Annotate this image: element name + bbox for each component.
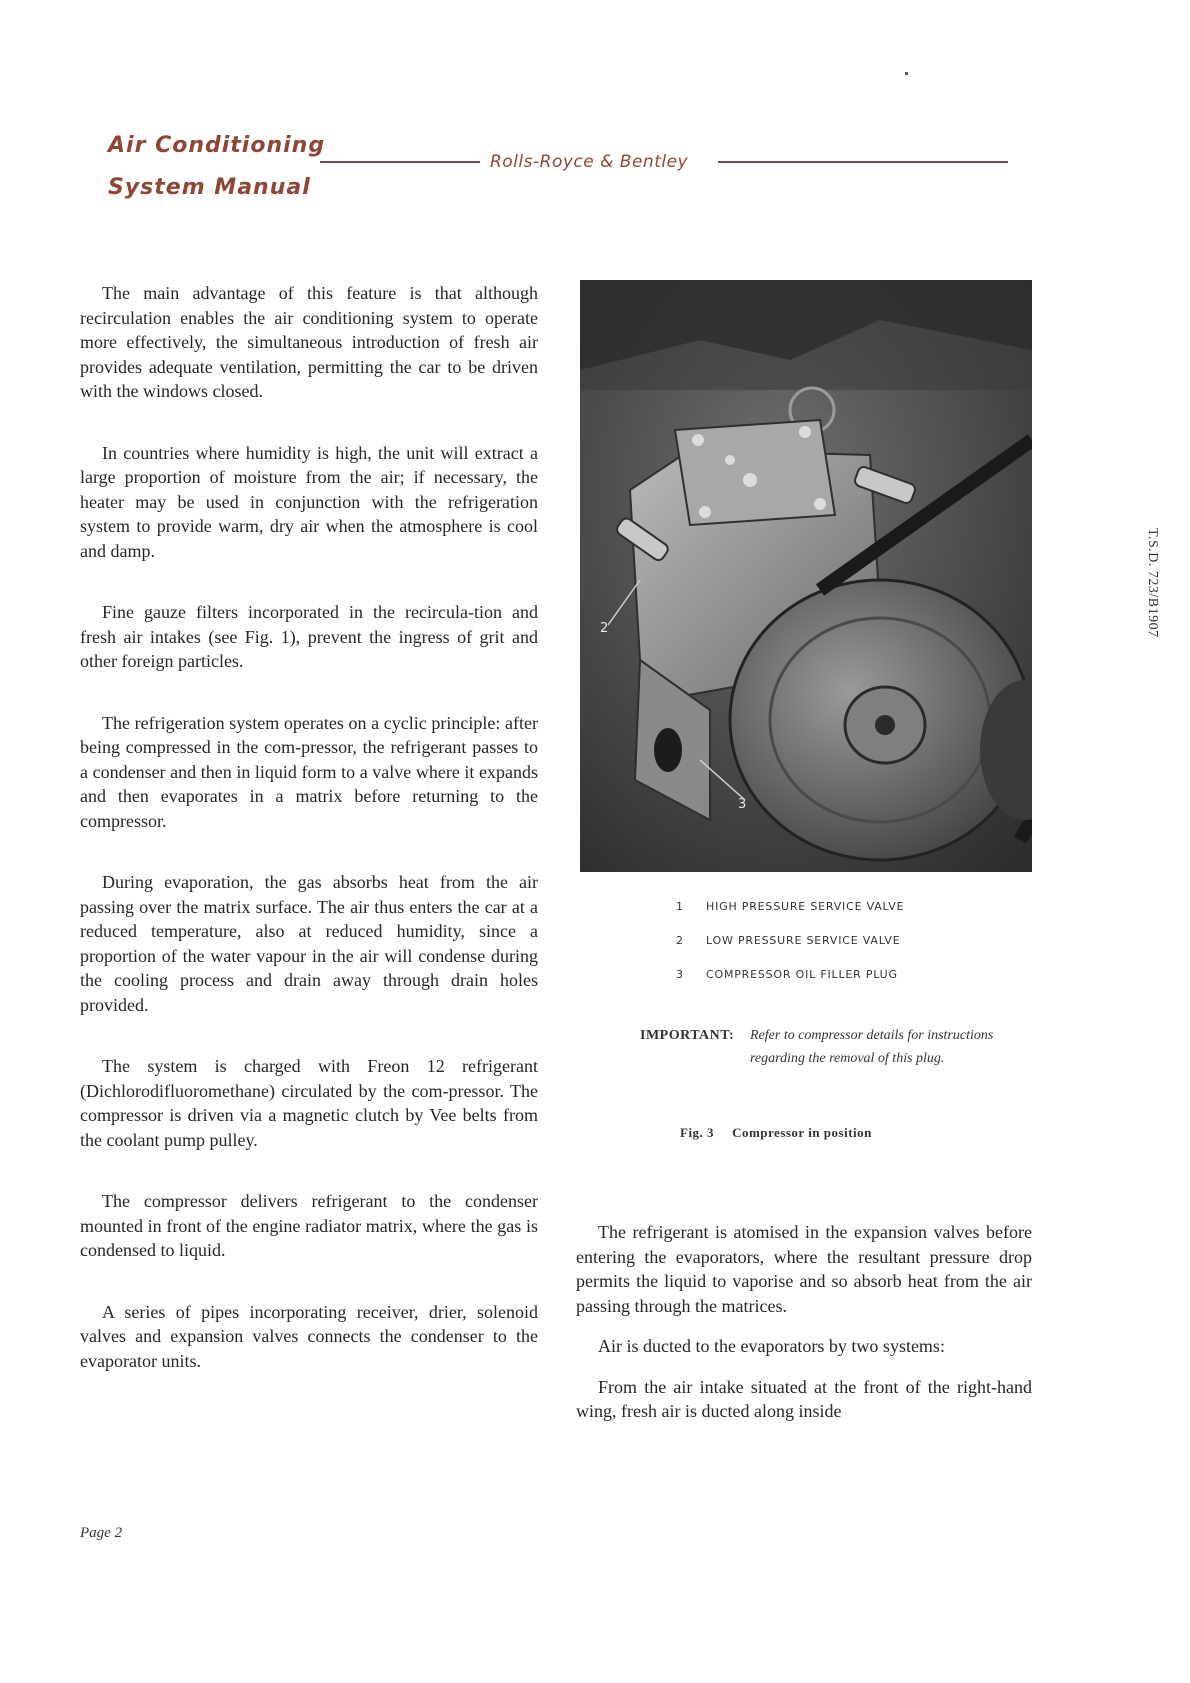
photo-label-2: 2 [600, 621, 609, 636]
photo-label-3: 3 [738, 797, 747, 812]
legend-number: 2 [676, 934, 684, 947]
compressor-photo [580, 280, 1032, 872]
paragraph: Fine gauze filters incorporated in the recircula-tion and fresh air intakes (see Fig. 1), prevent the ingress of grit and other foreign particles. [80, 602, 538, 671]
figure-caption [680, 1125, 890, 1141]
compressor-illustration [580, 280, 1032, 872]
legend-item [676, 900, 1036, 913]
paragraph: The refrigeration system operates on a cyclic principle: after being compressed in the com-pressor, the refrigerant passes to a condenser and then in liquid form to a valve where it expands and then evaporates in a matrix before returning to the compressor. [80, 712, 538, 831]
paragraph: The system is charged with Freon 12 refrigerant (Dichlorodifluoromethane) circulated by the com-pressor. The compressor is driven via a magnetic clutch by Vee belts from the coolant pump pulley. [80, 1056, 538, 1150]
right-column [576, 1220, 1032, 1424]
paragraph: During evaporation, the gas absorbs heat from the air passing over the matrix surface. The air thus enters the car at a reduced temperature, also at reduced humidity, since a proportion of the water vapour in the air will condense during the cooling process and drain away through drain holes provided. [80, 872, 538, 1015]
paragraph: Air is ducted to the evaporators by two systems: [598, 1336, 945, 1356]
paragraph: From the air intake situated at the front of the right-hand wing, fresh air is ducted along inside [576, 1376, 1032, 1421]
important-label: IMPORTANT: [640, 1028, 735, 1043]
legend-item [676, 968, 1036, 981]
left-column [80, 281, 538, 1373]
paragraph: The refrigerant is atomised in the expansion valves before entering the evaporators, where the resultant pressure drop permits the liquid to vaporise and so absorb heat from the air passing through the matrices. [576, 1222, 1032, 1316]
figure-title: Compressor in position [732, 1125, 872, 1140]
legend-text: LOW PRESSURE SERVICE VALVE [706, 934, 901, 947]
legend-item [676, 934, 1036, 947]
legend-text: COMPRESSOR OIL FILLER PLUG [706, 968, 898, 981]
paragraph: The compressor delivers refrigerant to the condenser mounted in front of the engine radiator matrix, where the gas is condensed to liquid. [80, 1191, 538, 1260]
figure-number: Fig. 3 [680, 1125, 715, 1140]
header-title-line2: System Manual [108, 175, 311, 200]
legend-number: 3 [676, 968, 684, 981]
speck [905, 72, 908, 75]
page-number: Page 2 [80, 1525, 123, 1541]
paragraph: In countries where humidity is high, the unit will extract a large proportion of moisture from the air; if necessary, the heater may be used in conjunction with the refrigeration system to provide warm, dry air when the atmosphere is cool and damp. [80, 442, 538, 561]
header-brand: Rolls-Royce & Bentley [490, 152, 689, 172]
header-rule-left [320, 161, 480, 163]
header-title-line1: Air Conditioning [108, 133, 326, 158]
paragraph: A series of pipes incorporating receiver, drier, solenoid valves and expansion valves connects the condenser to the evaporator units. [80, 1301, 538, 1371]
document-code: T.S.D. 723/B1907 [1145, 528, 1160, 638]
header-rule-right [718, 161, 1008, 163]
paragraph: The main advantage of this feature is that although recirculation enables the air conditioning system to operate more effectively, the simultaneous introduction of fresh air provides adequate ventilation, permitting the car to be driven with the windows closed. [80, 283, 538, 401]
legend-text: HIGH PRESSURE SERVICE VALVE [706, 900, 905, 913]
important-text: Refer to compressor details for instructions regarding the removal of this plug. [750, 1028, 994, 1066]
legend-number: 1 [676, 900, 684, 913]
